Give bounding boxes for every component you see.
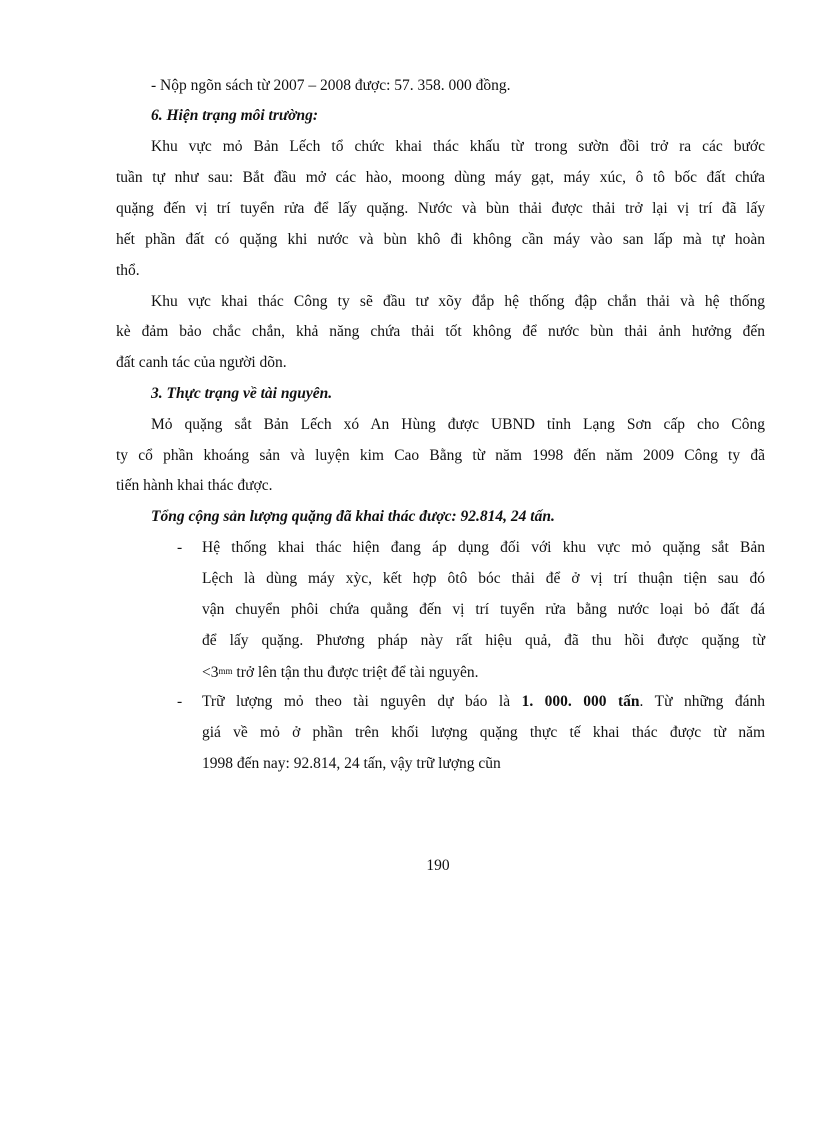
paragraph-line: kè đảm bảo chắc chắn, khả năng chứa thải tốt không để nước bùn thải ảnh hưởng đến [116, 323, 765, 340]
paragraph-line: tiến hành khai thác được. [116, 477, 273, 494]
paragraph-line: quặng đến vị trí tuyển rửa để lấy quặng. Nước và bùn thải được thải trở lại vị trí đã lấy [116, 200, 765, 217]
heading-environment: 6. Hiện trạng môi trường: [151, 107, 319, 124]
paragraph-line: tuần tự như sau: Bắt đầu mở các hào, moong dùng máy gạt, máy xúc, ô tô bốc đất chứa [116, 169, 765, 186]
bullet-dash: - [177, 693, 183, 710]
bullet-line [202, 661, 479, 683]
paragraph-line: Khu vực mỏ Bản Lếch tổ chức khai thác khấu từ trong sườn đồi trở ra các bước [151, 138, 765, 155]
bullet-line: Hệ thống khai thác hiện đang áp dụng đối với khu vực mỏ quặng sắt Bản [202, 539, 765, 556]
total-output-line: Tổng cộng sản lượng quặng đã khai thác được: 92.814, 24 tấn. [151, 508, 555, 525]
bullet-line-text: . Từ những đánh [639, 693, 765, 710]
bullet-line: vận chuyển phôi chứa quẳng đến vị trí tuyển rửa bằng nước loại bỏ đất đá [202, 601, 765, 618]
reserve-amount: 1. 000. 000 tấn [521, 693, 640, 710]
budget-line: - Nộp ngõn sách từ 2007 – 2008 được: 57. 358. 000 đồng. [151, 77, 511, 94]
paragraph-line: ty cổ phần khoáng sản và luyện kim Cao Bằng từ năm 1998 đến năm 2009 Công ty đã [116, 447, 765, 464]
bullet-line: để lấy quặng. Phương pháp này rất hiệu quả, đã thu hồi được quặng từ [202, 632, 765, 649]
heading-resources: 3. Thực trạng về tài nguyên. [151, 385, 333, 402]
bullet-line: 1998 đến nay: 92.814, 24 tấn, vậy trữ lượng cũn [202, 755, 501, 772]
size-prefix: <3 [202, 664, 219, 681]
bullet-line: giá về mỏ ở phần trên khối lượng quặng thực tế khai thác được từ năm [202, 724, 765, 741]
bullet-line [202, 692, 765, 712]
paragraph-line: thổ. [116, 262, 140, 279]
bullet-line-text: trở lên tận thu được triệt để tài nguyên. [232, 664, 479, 681]
paragraph-line: Mỏ quặng sắt Bản Lếch xó An Hùng được UBND tỉnh Lạng Sơn cấp cho Công [151, 416, 765, 433]
page-number: 190 [426, 857, 450, 874]
paragraph-line: hết phần đất có quặng khi nước và bùn khô đi không cần máy vào san lấp mà tự hoàn [116, 231, 765, 248]
bullet-line-text: Trữ lượng mỏ theo tài nguyên dự báo là [202, 693, 522, 710]
size-unit: mm [218, 666, 233, 676]
paragraph-line: đất canh tác của người dõn. [116, 354, 287, 371]
paragraph-line: Khu vực khai thác Công ty sẽ đầu tư xõy đắp hệ thống đập chắn thải và hệ thống [151, 293, 765, 310]
bullet-dash: - [177, 539, 183, 556]
bullet-line: Lệch là dùng máy xỳc, kết hợp ôtô bóc thải để ở vị trí thuận tiện sau đó [202, 570, 765, 587]
